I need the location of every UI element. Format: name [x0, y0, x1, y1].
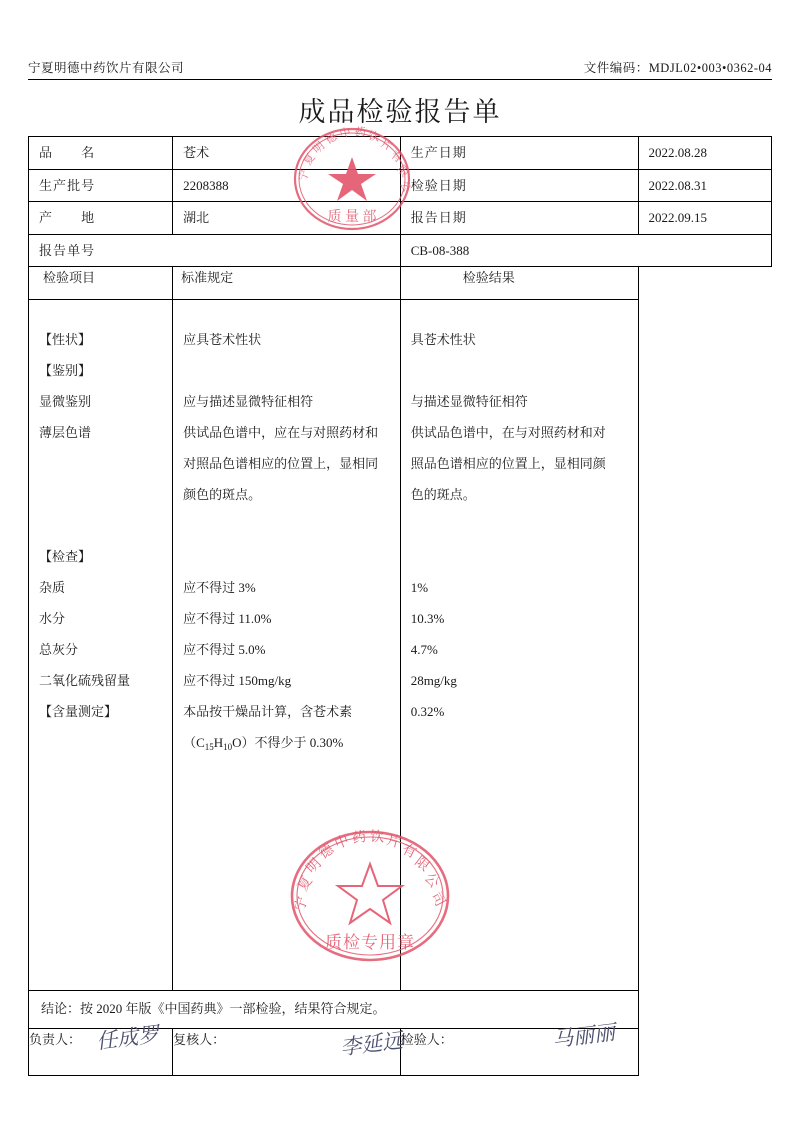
inspection-item-line: 杂质 — [39, 580, 66, 595]
svg-text:夏: 夏 — [295, 874, 316, 895]
report-no-value: CB-08-388 — [410, 242, 470, 258]
inspection-result-line: 与描述显微特征相符 — [410, 394, 528, 409]
report-no-label-cell — [29, 234, 401, 267]
origin-label: 产 地 — [39, 210, 96, 225]
batch-label: 生产批号 — [39, 177, 96, 193]
svg-text:片: 片 — [385, 833, 403, 852]
inspection-standard-line: $(C_{15}H_{10}O)$不得少于 0.30% — [183, 735, 344, 752]
inspection-item-line: 【含量测定】 — [39, 704, 118, 719]
production-date-value: 2022.08.28 — [648, 145, 708, 160]
inspection-item-line: 显微鉴别 — [39, 394, 92, 409]
svg-text:片: 片 — [378, 137, 394, 154]
responsible-label: 负责人： — [29, 1031, 82, 1047]
product-name-label: 品 名 — [39, 145, 96, 160]
table-row — [29, 234, 772, 267]
inspection-result-line: 4.7% — [410, 642, 438, 657]
svg-text:质 量 部: 质 量 部 — [327, 210, 377, 225]
inspection-standard-line: 应与描述显微特征相符 — [183, 394, 314, 409]
inspection-standard-line: 本品按干燥品计算，含苍术素 — [183, 704, 353, 719]
product-name-label-cell — [29, 137, 173, 170]
col-head-standard-cell — [173, 267, 401, 300]
svg-text:质检专用章: 质检专用章 — [325, 933, 415, 952]
svg-text:饮: 饮 — [369, 830, 385, 846]
items-item-column — [29, 300, 173, 991]
inspection-item-line: 总灰分 — [39, 642, 79, 657]
svg-text:德: 德 — [316, 842, 337, 863]
svg-text:中: 中 — [338, 126, 353, 141]
product-name-value: 苍术 — [183, 145, 210, 160]
inspection-standard-line: 颜色的斑点。 — [183, 487, 262, 502]
batch-value-cell — [173, 169, 401, 202]
svg-text:司: 司 — [427, 889, 448, 910]
spacer-line — [29, 510, 172, 541]
svg-text:饮: 饮 — [367, 130, 381, 145]
header-divider — [28, 79, 772, 80]
spacer-line — [401, 355, 638, 386]
inspection-item-line: 【检查】 — [39, 549, 92, 564]
svg-text:公: 公 — [397, 179, 413, 195]
svg-text:中: 中 — [332, 833, 352, 853]
svg-text:宁: 宁 — [292, 895, 312, 914]
inspection-result-line: 具苍术性状 — [410, 332, 476, 347]
inspection-result-line: 照品色谱相应的位置上，显相同颜 — [410, 456, 606, 471]
inspection-item-line: 【鉴别】 — [39, 363, 92, 378]
inspect-date-value-cell — [638, 169, 771, 202]
inspect-date-value: 2022.08.31 — [648, 177, 708, 193]
inspector-label: 检验人： — [400, 1031, 453, 1047]
company-name: 宁夏明德中药饮片有限公司 — [28, 61, 185, 75]
col-head-item: 检验项目 — [43, 270, 96, 285]
inspection-standard-line: 应具苍术性状 — [183, 332, 262, 347]
batch-label-cell — [29, 169, 173, 202]
inspection-standard-line: 应不得过 150mg/kg — [183, 673, 292, 688]
inspection-standard-line: 应不得过 11.0% — [183, 611, 272, 626]
col-head-result-cell — [400, 267, 638, 300]
production-date-label-cell — [400, 137, 638, 170]
batch-value: 2208388 — [183, 177, 229, 193]
svg-text:药: 药 — [354, 126, 367, 139]
responsible-signature: 任成罗 — [94, 1022, 161, 1054]
product-name-value-cell — [173, 137, 401, 170]
reviewer-label: 复核人： — [173, 1031, 226, 1047]
spacer-line — [173, 510, 400, 541]
svg-text:明: 明 — [304, 856, 325, 877]
inspection-standard-line: 应不得过 5.0% — [183, 642, 266, 657]
origin-value-cell — [173, 202, 401, 235]
svg-text:有: 有 — [388, 148, 405, 166]
inspector-signature: 马丽丽 — [550, 1020, 617, 1052]
items-result-column — [400, 300, 638, 991]
reviewer-signature: 李延远 — [338, 1028, 405, 1060]
inspection-item-line: 薄层色谱 — [39, 425, 92, 440]
inspection-item-line: 二氧化硫残留量 — [39, 673, 131, 688]
production-date-value-cell — [638, 137, 771, 170]
report-no-label: 报告单号 — [39, 242, 96, 258]
inspection-result-line: 10.3% — [410, 611, 445, 626]
table-row — [29, 137, 772, 170]
inspection-result-line: 色的斑点。 — [410, 487, 476, 502]
spacer-line — [401, 510, 638, 541]
svg-text:夏: 夏 — [301, 151, 318, 168]
svg-text:宁: 宁 — [296, 168, 312, 184]
report-table — [28, 136, 772, 1076]
inspection-item-line: 【性状】 — [39, 332, 92, 347]
col-head-standard: 标准规定 — [181, 270, 234, 285]
inspection-result-line: 28mg/kg — [410, 673, 457, 688]
production-date-label: 生产日期 — [410, 145, 467, 160]
inspection-standard-line: 对照品色谱相应的位置上，显相同 — [183, 456, 379, 471]
spacer-line — [173, 355, 400, 386]
inspection-result-line: 0.32% — [410, 704, 445, 719]
spacer-line — [29, 727, 172, 758]
svg-text:限: 限 — [411, 854, 432, 875]
inspection-result-line: 供试品色谱中，在与对照药材和对 — [410, 425, 606, 440]
inspection-result-line: 1% — [410, 580, 429, 595]
spacer-line — [401, 541, 638, 572]
inspection-item-line: 水分 — [39, 611, 66, 626]
origin-label-cell — [29, 202, 173, 235]
origin-value: 湖北 — [183, 210, 210, 225]
svg-text:药: 药 — [351, 829, 368, 847]
conclusion-text: 结论：按 2020 年版《中国药典》一部检验，结果符合规定。 — [41, 1001, 386, 1016]
spacer-line — [29, 479, 172, 510]
document-code: 文件编码：MDJL02•003•0362-04 — [583, 61, 772, 75]
report-no-value-cell — [400, 234, 771, 267]
svg-text:公: 公 — [420, 870, 442, 892]
spacer-line — [29, 448, 172, 479]
spacer-line — [173, 541, 400, 572]
inspection-standard-line: 供试品色谱中，应在与对照药材和 — [183, 425, 379, 440]
inspection-standard-line: 应不得过 3% — [183, 580, 256, 595]
inspect-date-label-cell — [400, 169, 638, 202]
svg-text:明: 明 — [310, 139, 328, 157]
report-date-label-cell — [400, 202, 638, 235]
svg-text:德: 德 — [323, 130, 340, 147]
svg-text:限: 限 — [394, 163, 411, 180]
table-row — [29, 169, 772, 202]
items-row — [29, 300, 772, 991]
spacer-line — [401, 727, 638, 758]
col-head-item-cell — [29, 267, 173, 300]
report-date-label: 报告日期 — [410, 210, 467, 225]
report-date-value: 2022.09.15 — [648, 210, 708, 225]
items-standard-column — [173, 300, 401, 991]
document-header — [28, 58, 772, 76]
page-title: 成品检验报告单 — [298, 97, 502, 127]
svg-text:有: 有 — [399, 842, 419, 862]
table-header-row — [29, 267, 772, 300]
inspect-date-label: 检验日期 — [410, 177, 467, 193]
report-date-value-cell — [638, 202, 771, 235]
table-row — [29, 202, 772, 235]
col-head-result: 检验结果 — [462, 270, 515, 285]
